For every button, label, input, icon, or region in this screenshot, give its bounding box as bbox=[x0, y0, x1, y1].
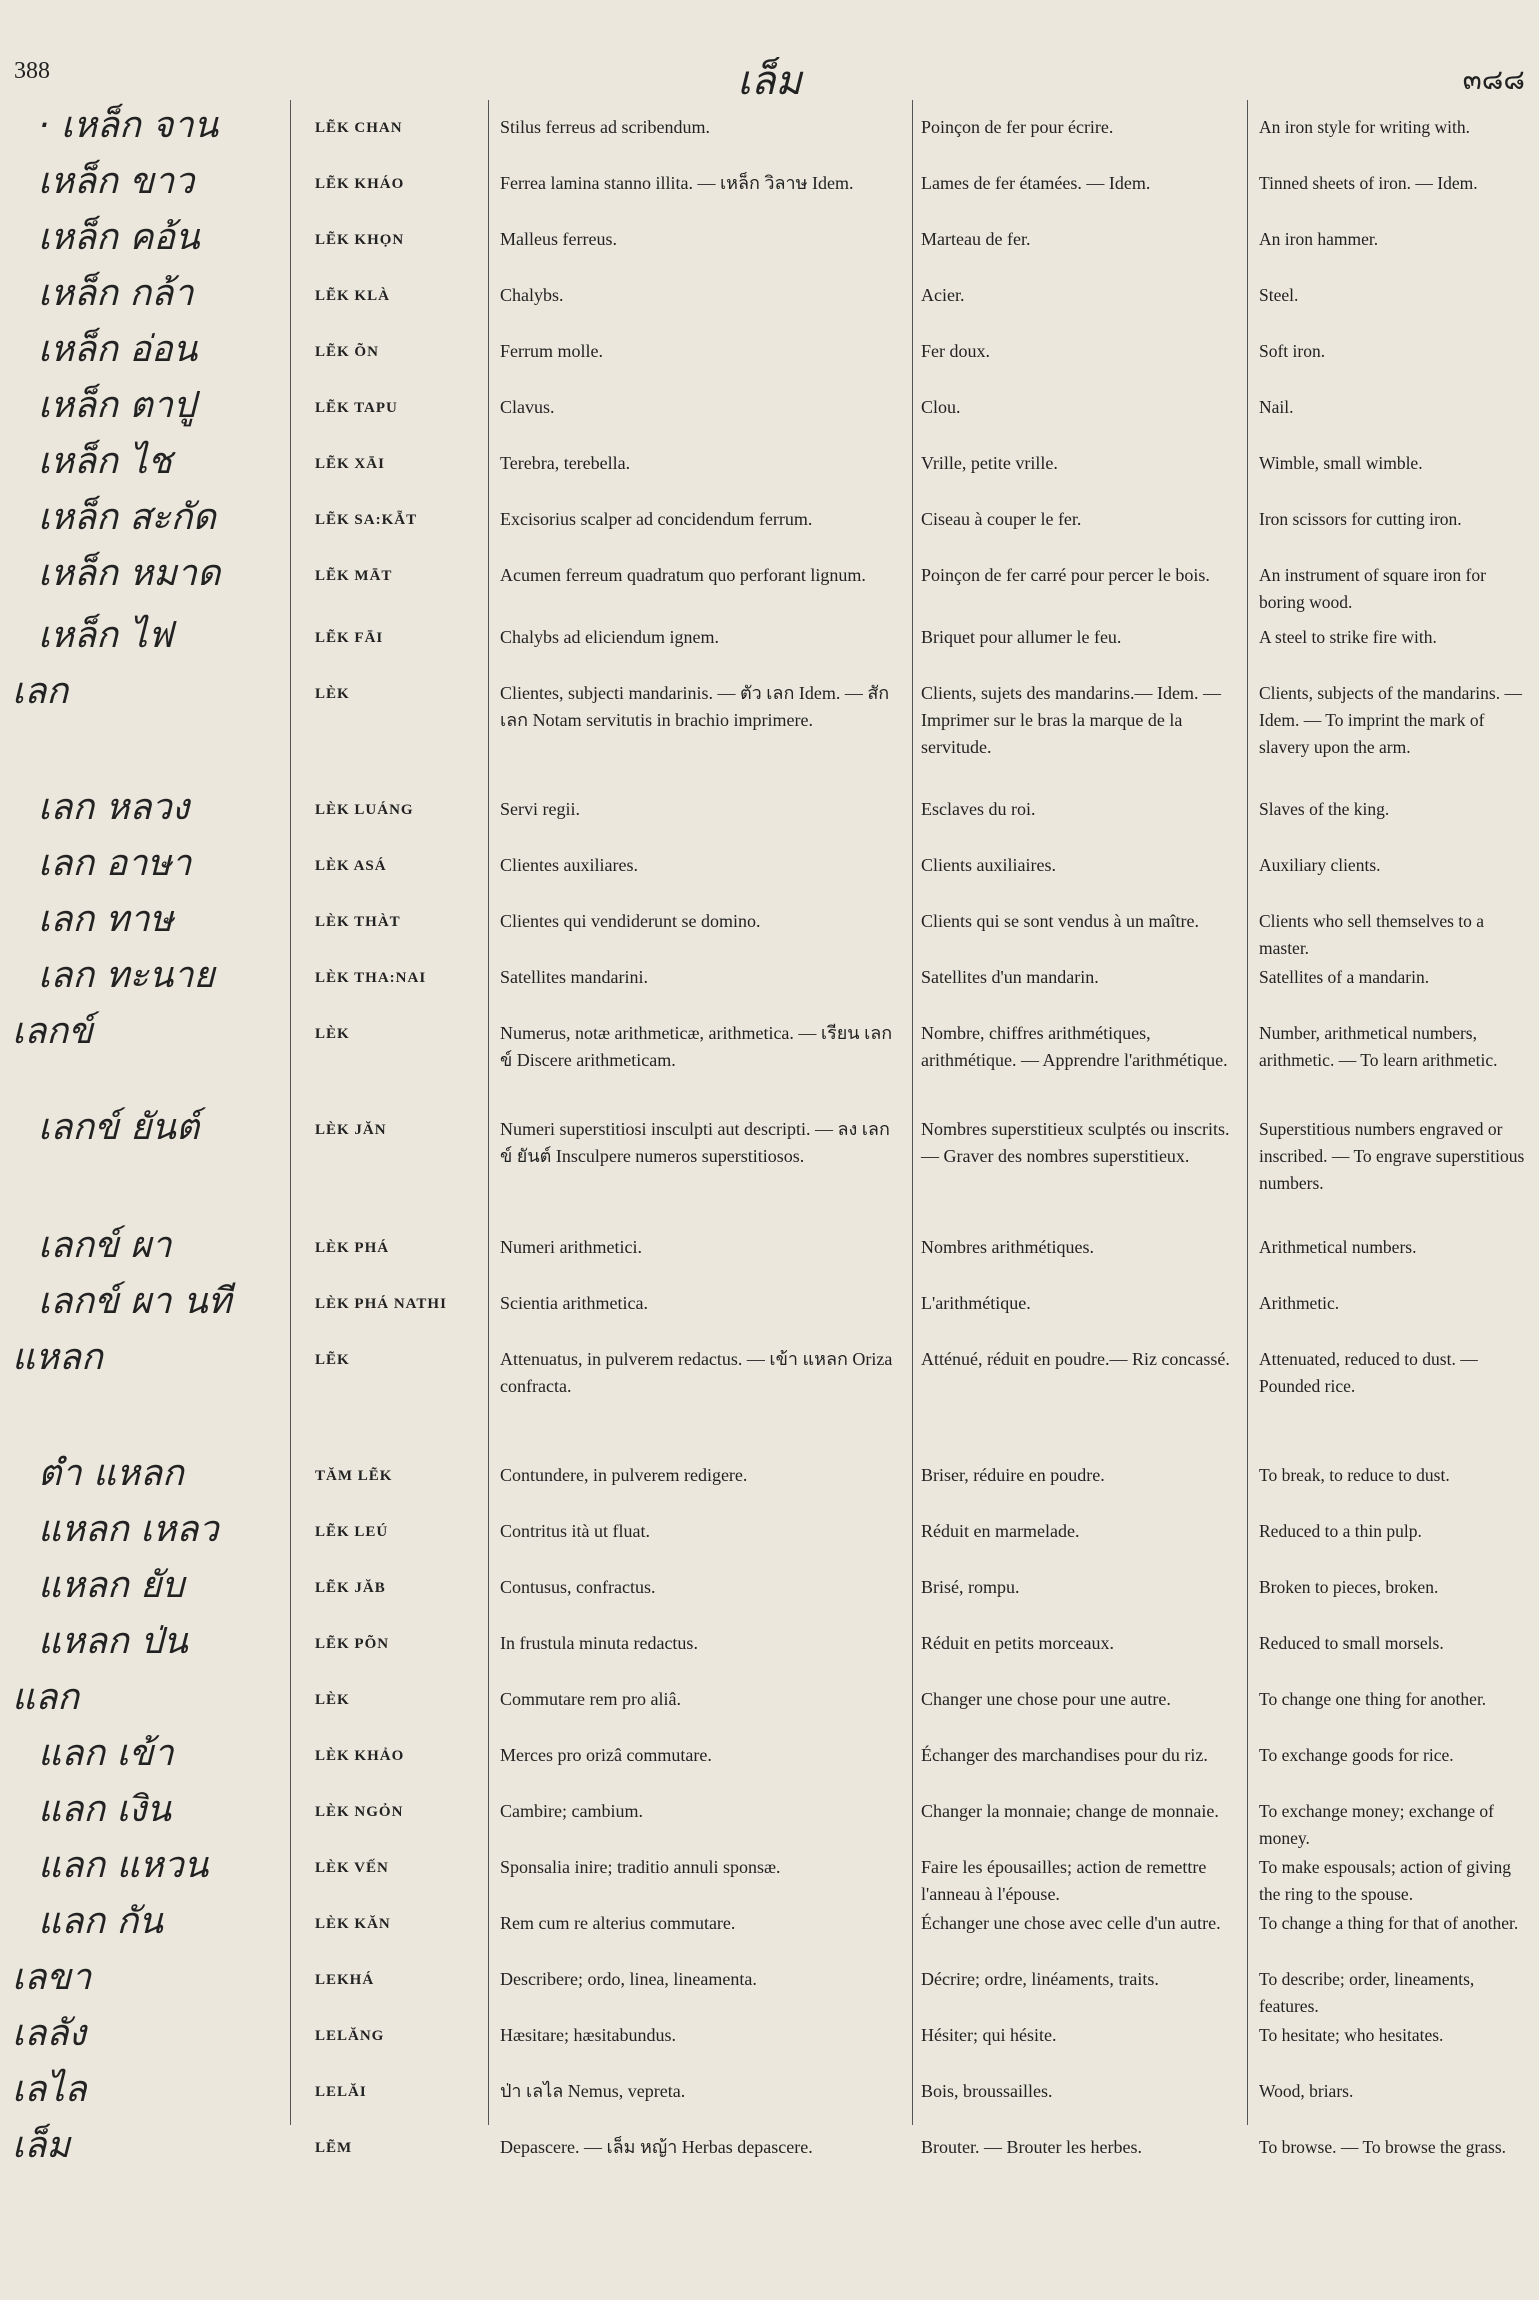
french-definition: Bois, broussailles. bbox=[921, 2081, 1053, 2101]
romanization: LÈK bbox=[315, 1692, 350, 1708]
thai-headword: เหล็ก สะกัด bbox=[38, 497, 216, 538]
english-definition: Arithmetical numbers. bbox=[1259, 1237, 1417, 1257]
french-definition: L'arithmétique. bbox=[921, 1293, 1031, 1313]
english-definition: To exchange goods for rice. bbox=[1259, 1745, 1454, 1765]
english-definition: Broken to pieces, broken. bbox=[1259, 1577, 1439, 1597]
french-definition: Clients, sujets des mandarins.— Idem. — Imprimer sur le bras la marque de la servitude. bbox=[921, 683, 1221, 757]
thai-headword: ตำ แหลก bbox=[38, 1453, 184, 1494]
french-definition: Ciseau à couper le fer. bbox=[921, 509, 1082, 529]
thai-headword: เลกข์ bbox=[12, 1011, 93, 1052]
english-definition: Attenuated, reduced to dust. — Pounded rice. bbox=[1259, 1349, 1478, 1396]
french-definition: Nombres arithmétiques. bbox=[921, 1237, 1094, 1257]
latin-definition: Numerus, notæ arithmeticæ, arithmetica. — เรียน เลกข์ Discere arithmeticam. bbox=[500, 1023, 893, 1070]
page-number-right: ๓๘๘ bbox=[1462, 65, 1525, 96]
english-definition: Reduced to small morsels. bbox=[1259, 1633, 1444, 1653]
romanization: LÈK NGỎN bbox=[315, 1804, 404, 1820]
romanization: LẼK JĂB bbox=[315, 1580, 386, 1596]
romanization: LÈK THÀT bbox=[315, 914, 401, 930]
french-definition: Échanger des marchandises pour du riz. bbox=[921, 1745, 1208, 1765]
english-definition: Arithmetic. bbox=[1259, 1293, 1340, 1313]
romanization: LÈK JĂN bbox=[315, 1122, 387, 1138]
english-definition: To browse. — To browse the grass. bbox=[1259, 2137, 1507, 2157]
romanization: LÈK PHÁ NATHI bbox=[315, 1296, 447, 1312]
latin-definition: Commutare rem pro aliâ. bbox=[500, 1689, 681, 1709]
latin-definition: Contritus ità ut fluat. bbox=[500, 1521, 650, 1541]
latin-definition: Clientes, subjecti mandarinis. — ตัว เลก Idem. — สัก เลก Notam servitutis in brachio imprimere. bbox=[500, 683, 890, 730]
thai-headword: แหลก bbox=[12, 1337, 103, 1378]
english-definition: To change one thing for another. bbox=[1259, 1689, 1487, 1709]
latin-definition: Contundere, in pulverem redigere. bbox=[500, 1465, 748, 1485]
thai-headword: เหล็ก ไฟ bbox=[38, 615, 173, 656]
latin-definition: Stilus ferreus ad scribendum. bbox=[500, 117, 710, 137]
french-definition: Décrire; ordre, linéaments, traits. bbox=[921, 1969, 1159, 1989]
english-definition: Wimble, small wimble. bbox=[1259, 453, 1423, 473]
english-definition: To hesitate; who hesitates. bbox=[1259, 2025, 1444, 2045]
english-definition: To make espousals; action of giving the ring to the spouse. bbox=[1259, 1857, 1511, 1904]
thai-headword: เลไล bbox=[12, 2069, 87, 2110]
thai-headword: แหลก ป่น bbox=[38, 1621, 188, 1662]
romanization: LÈK PHÁ bbox=[315, 1240, 390, 1256]
thai-headword: เลก หลวง bbox=[38, 787, 190, 828]
latin-definition: Merces pro orizâ commutare. bbox=[500, 1745, 712, 1765]
thai-headword: แลก เงิน bbox=[38, 1789, 171, 1830]
thai-headword: เหล็ก ขาว bbox=[38, 161, 195, 202]
latin-definition: Describere; ordo, linea, lineamenta. bbox=[500, 1969, 757, 1989]
romanization: LÈK KHẢO bbox=[315, 1748, 405, 1764]
romanization: LẼK PÕN bbox=[315, 1636, 390, 1652]
romanization: LẼK KHỌN bbox=[315, 232, 405, 248]
french-definition: Poinçon de fer pour écrire. bbox=[921, 117, 1114, 137]
french-definition: Nombre, chiffres arithmétiques, arithmétique. — Apprendre l'arithmétique. bbox=[921, 1023, 1228, 1070]
french-definition: Hésiter; qui hésite. bbox=[921, 2025, 1057, 2045]
romanization: LÈK bbox=[315, 1026, 350, 1042]
thai-headword: · เหล็ก จาน bbox=[38, 105, 219, 146]
thai-headword: เลกข์ ผา นที bbox=[38, 1281, 232, 1322]
french-definition: Changer une chose pour une autre. bbox=[921, 1689, 1171, 1709]
running-head: เล็ม bbox=[737, 58, 802, 104]
english-definition: Slaves of the king. bbox=[1259, 799, 1390, 819]
english-definition: Clients, subjects of the mandarins. — Idem. — To imprint the mark of slavery upon the arm. bbox=[1259, 683, 1522, 757]
english-definition: Iron scissors for cutting iron. bbox=[1259, 509, 1462, 529]
english-definition: To change a thing for that of another. bbox=[1259, 1913, 1519, 1933]
column-rule bbox=[912, 100, 913, 2125]
column-rule bbox=[488, 100, 489, 2125]
thai-headword: เหล็ก ไช bbox=[38, 441, 172, 482]
latin-definition: Chalybs ad eliciendum ignem. bbox=[500, 627, 719, 647]
thai-headword: แหลก ยับ bbox=[38, 1565, 185, 1606]
english-definition: Steel. bbox=[1259, 285, 1299, 305]
french-definition: Poinçon de fer carré pour percer le bois. bbox=[921, 565, 1210, 585]
latin-definition: Ferrum molle. bbox=[500, 341, 603, 361]
thai-headword: เลกข์ ผา bbox=[38, 1225, 172, 1266]
romanization: LẼK bbox=[315, 1352, 350, 1368]
latin-definition: Scientia arithmetica. bbox=[500, 1293, 648, 1313]
english-definition: To describe; order, lineaments, features. bbox=[1259, 1969, 1475, 2016]
thai-headword: เล็ม bbox=[12, 2125, 71, 2166]
latin-definition: Numeri arithmetici. bbox=[500, 1237, 642, 1257]
thai-headword: เลก อาษา bbox=[38, 843, 192, 884]
thai-headword: เหล็ก อ่อน bbox=[38, 329, 198, 370]
thai-headword: เลก ทาษ bbox=[38, 899, 174, 940]
latin-definition: Chalybs. bbox=[500, 285, 564, 305]
latin-definition: Sponsalia inire; traditio annuli sponsæ. bbox=[500, 1857, 781, 1877]
latin-definition: Excisorius scalper ad concidendum ferrum. bbox=[500, 509, 813, 529]
latin-definition: Contusus, confractus. bbox=[500, 1577, 656, 1597]
english-definition: Satellites of a mandarin. bbox=[1259, 967, 1430, 987]
thai-headword: แลก bbox=[12, 1677, 80, 1718]
thai-headword: เลก bbox=[12, 671, 69, 712]
thai-headword: เหล็ก ตาปู bbox=[38, 385, 196, 426]
french-definition: Clients qui se sont vendus à un maître. bbox=[921, 911, 1199, 931]
romanization: LELĂI bbox=[315, 2084, 367, 2100]
thai-headword: แลก แหวน bbox=[38, 1845, 209, 1886]
french-definition: Clou. bbox=[921, 397, 961, 417]
english-definition: Number, arithmetical numbers, arithmetic. — To learn arithmetic. bbox=[1259, 1023, 1498, 1070]
french-definition: Brisé, rompu. bbox=[921, 1577, 1020, 1597]
french-definition: Réduit en marmelade. bbox=[921, 1521, 1080, 1541]
french-definition: Esclaves du roi. bbox=[921, 799, 1036, 819]
romanization: LÈK ASÁ bbox=[315, 858, 387, 874]
romanization: LÈK bbox=[315, 686, 350, 702]
latin-definition: Depascere. — เล็ม หญ้า Herbas depascere. bbox=[500, 2137, 813, 2157]
french-definition: Lames de fer étamées. — Idem. bbox=[921, 173, 1151, 193]
english-definition: An iron style for writing with. bbox=[1259, 117, 1470, 137]
thai-headword: แลก กัน bbox=[38, 1901, 163, 1942]
french-definition: Faire les épousailles; action de remettre l'anneau à l'épouse. bbox=[921, 1857, 1207, 1904]
romanization: LẼK LEÚ bbox=[315, 1524, 389, 1540]
romanization: LELĂNG bbox=[315, 2028, 385, 2044]
romanization: LẼK TAPU bbox=[315, 400, 398, 416]
english-definition: Nail. bbox=[1259, 397, 1294, 417]
thai-headword: เหล็ก หมาด bbox=[38, 553, 221, 594]
thai-headword: เหล็ก คอ้น bbox=[38, 217, 200, 258]
latin-definition: Numeri superstitiosi insculpti aut descripti. — ลง เลกข์ ยันต์ Insculpere numeros superstitiosos. bbox=[500, 1119, 890, 1166]
english-definition: Reduced to a thin pulp. bbox=[1259, 1521, 1422, 1541]
latin-definition: Rem cum re alterius commutare. bbox=[500, 1913, 736, 1933]
english-definition: Clients who sell themselves to a master. bbox=[1259, 911, 1485, 958]
french-definition: Atténué, réduit en poudre.— Riz concassé. bbox=[921, 1349, 1230, 1369]
latin-definition: Cambire; cambium. bbox=[500, 1801, 643, 1821]
latin-definition: Ferrea lamina stanno illita. — เหล็ก วิลาษ Idem. bbox=[500, 173, 854, 193]
english-definition: To exchange money; exchange of money. bbox=[1259, 1801, 1494, 1848]
french-definition: Acier. bbox=[921, 285, 965, 305]
romanization: LÈK LUÁNG bbox=[315, 802, 414, 818]
english-definition: A steel to strike fire with. bbox=[1259, 627, 1437, 647]
french-definition: Vrille, petite vrille. bbox=[921, 453, 1058, 473]
thai-headword: เลกข์ ยันต์ bbox=[38, 1107, 200, 1148]
latin-definition: Satellites mandarini. bbox=[500, 967, 648, 987]
french-definition: Échanger une chose avec celle d'un autre. bbox=[921, 1913, 1221, 1933]
romanization: TĂM LẼK bbox=[315, 1468, 393, 1484]
thai-headword: เหล็ก กล้า bbox=[38, 273, 194, 314]
romanization: LẼK MĀT bbox=[315, 568, 393, 584]
french-definition: Nombres superstitieux sculptés ou inscrits. — Graver des nombres superstitieux. bbox=[921, 1119, 1230, 1166]
romanization: LÈK KĂN bbox=[315, 1916, 391, 1932]
latin-definition: Attenuatus, in pulverem redactus. — เข้า แหลก Oriza confracta. bbox=[500, 1349, 893, 1396]
french-definition: Satellites d'un mandarin. bbox=[921, 967, 1099, 987]
french-definition: Fer doux. bbox=[921, 341, 990, 361]
column-rule bbox=[290, 100, 291, 2125]
english-definition: An instrument of square iron for boring wood. bbox=[1259, 565, 1486, 612]
romanization: LẼK XĀI bbox=[315, 456, 385, 472]
romanization: LẼM bbox=[315, 2140, 353, 2156]
english-definition: Soft iron. bbox=[1259, 341, 1326, 361]
french-definition: Changer la monnaie; change de monnaie. bbox=[921, 1801, 1219, 1821]
latin-definition: Hæsitare; hæsitabundus. bbox=[500, 2025, 676, 2045]
english-definition: Wood, briars. bbox=[1259, 2081, 1354, 2101]
latin-definition: Clientes qui vendiderunt se domino. bbox=[500, 911, 761, 931]
latin-definition: Acumen ferreum quadratum quo perforant lignum. bbox=[500, 565, 866, 585]
romanization: LEKHÁ bbox=[315, 1972, 375, 1988]
column-rule bbox=[1247, 100, 1248, 2125]
thai-headword: แหลก เหลว bbox=[38, 1509, 219, 1550]
romanization: LẼK CHAN bbox=[315, 120, 403, 136]
latin-definition: ป่า เลไล Nemus, vepreta. bbox=[500, 2081, 686, 2101]
romanization: LẼK SA:KẴT bbox=[315, 512, 418, 528]
english-definition: An iron hammer. bbox=[1259, 229, 1379, 249]
thai-headword: เลลัง bbox=[12, 2013, 87, 2054]
romanization: LẼK ÕN bbox=[315, 344, 379, 360]
french-definition: Briquet pour allumer le feu. bbox=[921, 627, 1122, 647]
romanization: LÈK THA:NAI bbox=[315, 970, 427, 986]
english-definition: Tinned sheets of iron. — Idem. bbox=[1259, 173, 1478, 193]
romanization: LẼK KLÀ bbox=[315, 288, 390, 304]
romanization: LẼK FĀI bbox=[315, 630, 384, 646]
thai-headword: เลขา bbox=[12, 1957, 92, 1998]
latin-definition: Malleus ferreus. bbox=[500, 229, 617, 249]
french-definition: Réduit en petits morceaux. bbox=[921, 1633, 1114, 1653]
english-definition: Superstitious numbers engraved or inscribed. — To engrave superstitious numbers. bbox=[1259, 1119, 1525, 1193]
latin-definition: Clavus. bbox=[500, 397, 555, 417]
thai-headword: เลก ทะนาย bbox=[38, 955, 215, 996]
english-definition: Auxiliary clients. bbox=[1259, 855, 1381, 875]
french-definition: Clients auxiliaires. bbox=[921, 855, 1056, 875]
latin-definition: Terebra, terebella. bbox=[500, 453, 631, 473]
romanization: LẼK KHÁO bbox=[315, 176, 405, 192]
thai-headword: แลก เข้า bbox=[38, 1733, 174, 1774]
latin-definition: Servi regii. bbox=[500, 799, 580, 819]
romanization: LÈK VẾN bbox=[315, 1860, 389, 1876]
french-definition: Marteau de fer. bbox=[921, 229, 1031, 249]
latin-definition: Clientes auxiliares. bbox=[500, 855, 638, 875]
english-definition: To break, to reduce to dust. bbox=[1259, 1465, 1450, 1485]
french-definition: Briser, réduire en poudre. bbox=[921, 1465, 1105, 1485]
page-number-left: 388 bbox=[14, 58, 50, 84]
french-definition: Brouter. — Brouter les herbes. bbox=[921, 2137, 1142, 2157]
latin-definition: In frustula minuta redactus. bbox=[500, 1633, 698, 1653]
